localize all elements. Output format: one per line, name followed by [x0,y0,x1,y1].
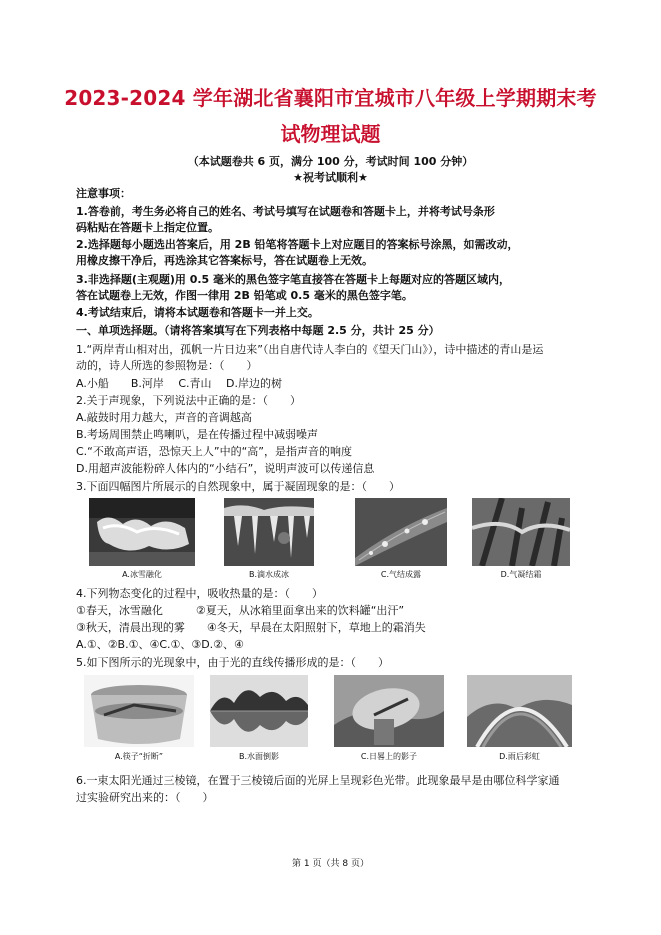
notice-line: 1.答卷前，考生务必将自己的姓名、考试号填写在试题卷和答题卡上，并将考试号条形 [76,205,495,218]
frost-photo [472,498,570,566]
question-2: 2.关于声现象，下列说法中正确的是：（ ） [76,394,301,407]
ice-melting-photo [89,498,195,566]
question-1-options: A.小船 B.河岸 C.青山 D.岸边的树 [76,377,283,390]
figure-caption: D.气凝结霜 [500,570,542,579]
bent-chopsticks-photo [84,675,194,747]
question-6: 6.一束太阳光通过三棱镜，在置于三棱镜后面的光屏上呈现彩色光带。此现象最早是由哪位科学家通 [76,774,560,787]
question-2-option-c: C.“不敢高声语，恐惊天上人”中的“高”，是指声音的响度 [76,445,352,458]
section-heading: 一、单项选择题。（请将答案填写在下列表格中每题 2.5 分，共计 25 分） [76,324,440,337]
exam-info: （本试题卷共 6 页，满分 100 分，考试时间 100 分钟） [187,155,474,168]
question-2-option-b: B.考场周围禁止鸣喇叭，是在传播过程中减弱噪声 [76,428,319,441]
question-4-options: A.①、②B.①、④C.①、③D.②、④ [76,638,244,651]
question-4-statements: ①春天，冰雪融化 ②夏天，从冰箱里面拿出来的饮料罐“出汗” [76,604,405,617]
question-5: 5.如下图所示的光现象中，由于光的直线传播形成的是：（ ） [76,656,389,669]
question-2-option-d: D.用超声波能粉碎人体内的“小结石”，说明声波可以传递信息 [76,462,375,475]
notice-line: 用橡皮擦干净后，再选涂其它答案标号，答在试题卷上无效。 [76,254,373,267]
sundial-photo [334,675,444,747]
figure-caption: B.滴水成冰 [248,570,290,579]
figure-caption: D.雨后彩虹 [499,752,540,761]
page-footer: 第 1 页（共 8 页） [292,859,369,869]
question-2-option-a: A.敲鼓时用力越大，声音的音调越高 [76,411,252,424]
notice-line: 答在试题卷上无效，作图一律用 2B 铅笔或 0.5 毫米的黑色签字笔。 [76,289,413,302]
figure-caption: C.气结成露 [380,570,422,579]
good-luck: ★祝考试顺利★ [293,171,368,184]
notice-line: 4.考试结束后，请将本试题卷和答题卡一并上交。 [76,306,319,319]
figure-caption: A.冰雪融化 [122,570,162,579]
question-3: 3.下面四幅图片所展示的自然现象中，属于凝固现象的是：（ ） [76,480,400,493]
notice-line: 码粘贴在答题卡上指定位置。 [76,221,219,234]
rainbow-photo [467,675,572,747]
question-6-cont: 过实验研究出来的：（ ） [76,791,214,804]
figure-caption: A.筷子“折断” [114,752,164,761]
exam-title-line2: 试物理试题 [280,122,381,146]
question-1: 1.“两岸青山相对出，孤帆一片日边来”（出自唐代诗人李白的《望天门山》），诗中描述的青山是运 [76,343,544,356]
dew-photo [355,498,447,566]
question-1-cont: 动的，诗人所选的参照物是：（ ） [76,359,258,372]
notice-line: 2.选择题每小题选出答案后，用 2B 铅笔将答题卡上对应题目的答案标号涂黑，如需改动， [76,238,519,251]
question-4: 4.下列物态变化的过程中，吸收热量的是：（ ） [76,587,323,600]
icicles-photo [224,498,314,566]
notice-line: 3.非选择题(主观题)用 0.5 毫米的黑色签字笔直接答在答题卡上每题对应的答题区域内， [76,273,511,286]
figure-caption: B.水面倒影 [238,752,280,761]
figure-caption: C.日晷上的影子 [360,752,418,761]
question-4-statements: ③秋天，清晨出现的雾 ④冬天，早晨在太阳照射下，草地上的霜消失 [76,621,426,634]
exam-title-line1: 2023-2024 学年湖北省襄阳市宜城市八年级上学期期末考 [64,86,597,110]
notice-heading: 注意事项： [76,187,131,200]
water-reflection-photo [210,675,308,747]
